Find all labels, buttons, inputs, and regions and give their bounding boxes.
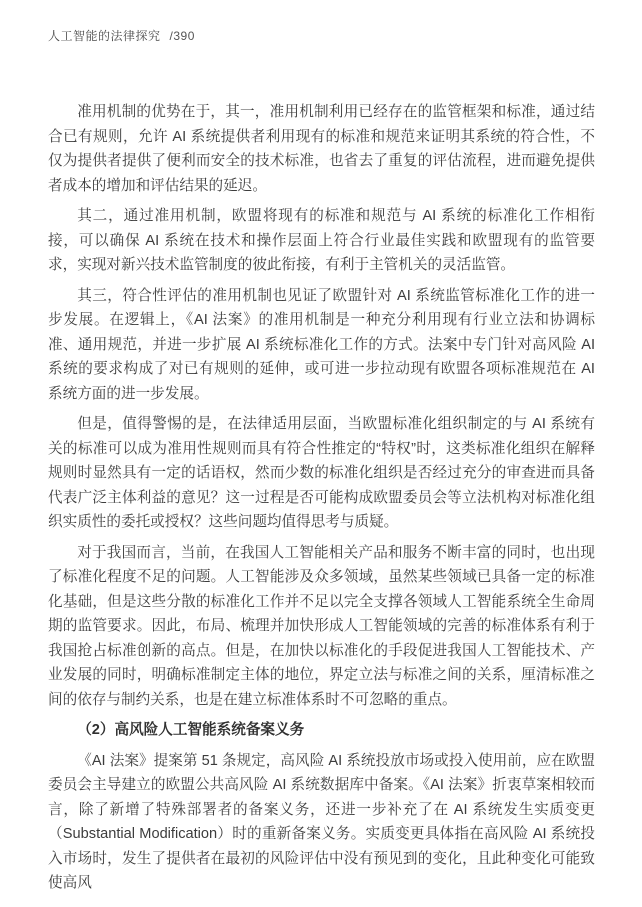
paragraph-1: 准用机制的优势在于，其一，准用机制利用已经存在的监管框架和标准，通过结合已有规则，允许 AI 系统提供者利用现有的标准和规范来证明其系统的符合性，不仅为提供者提供了便利而安全的技术标准，也省去了重复的评估流程，进而避免提供者成本的增加和评估结果的延迟。 <box>48 104 595 194</box>
paragraph-5: 对于我国而言，当前，在我国人工智能相关产品和服务不断丰富的同时，也出现了标准化程度不足的问题。人工智能涉及众多领域，虽然某些领域已具备一定的标准化基础，但是这些分散的标准化工作并不足以完全支撑各领域人工智能系统全生命周期的监管要求。因此，布局、梳理并加快形成人工智能领域的完善的标准体系有利于我国抢占标准创新的高点。但是，在加快以标准化的手段促进我国人工智能技术、产业发展的同时，明确标准制定主体的地位，界定立法与标准之间的关系，厘清标准之间的依存与制约关系，也是在建立标准体系时不可忽略的重点。 <box>48 544 595 708</box>
page-number: /390 <box>169 29 195 43</box>
paragraph-4: 但是，值得警惕的是，在法律适用层面，当欧盟标准化组织制定的与 AI 系统有关的标准可以成为准用性规则而具有符合性推定的“特权”时，这类标准化组织在解释规则时显然具有一定的话语权，然而少数的标准化组织是否经过充分的审查进而具备代表广泛主体利益的意见？这一过程是否可能构成欧盟委员会等立法机构对标准化组织实质性的委托或授权？这些问题均值得思考与质疑。 <box>48 416 595 530</box>
section-heading: （2）高风险人工智能系统备案义务 <box>77 722 305 738</box>
page-body <box>48 100 595 902</box>
paragraph-2: 其二，通过准用机制，欧盟将现有的标准和规范与 AI 系统的标准化工作相衔接，可以确保 AI 系统在技术和操作层面上符合行业最佳实践和欧盟现有的监管要求，实现对新兴技术监管制度的彼此衔接，有利于主管机关的灵活监管。 <box>48 208 595 273</box>
book-title: 人工智能的法律探究 <box>48 29 161 43</box>
paragraph-6: 《AI 法案》提案第 51 条规定，高风险 AI 系统投放市场或投入使用前，应在欧盟委员会主导建立的欧盟公共高风险 AI 系统数据库中备案。《AI 法案》折衷草案相较而言，除了新增了特殊部署者的备案义务，还进一步补充了在 AI 系统发生实质变更（Substantial Modification）时的重新备案义务。实质变更具体指在高风险 AI 系统投入市场时，发生了提供者在最初的风险评估中没有预见到的变化，且此种变化可能致使高风 <box>48 752 595 891</box>
paragraph-3: 其三，符合性评估的准用机制也见证了欧盟针对 AI 系统监管标准化工作的进一步发展。在逻辑上，《AI 法案》的准用机制是一种充分利用现有行业立法和协调标准、通用规范，并进一步扩展 AI 系统标准化工作的方式。法案中专门针对高风险 AI 系统的要求构成了对已有规则的延伸，或可进一步拉动现有欧盟各项标准规范在 AI 系统方面的进一步发展。 <box>48 287 595 402</box>
page-header <box>48 27 195 44</box>
